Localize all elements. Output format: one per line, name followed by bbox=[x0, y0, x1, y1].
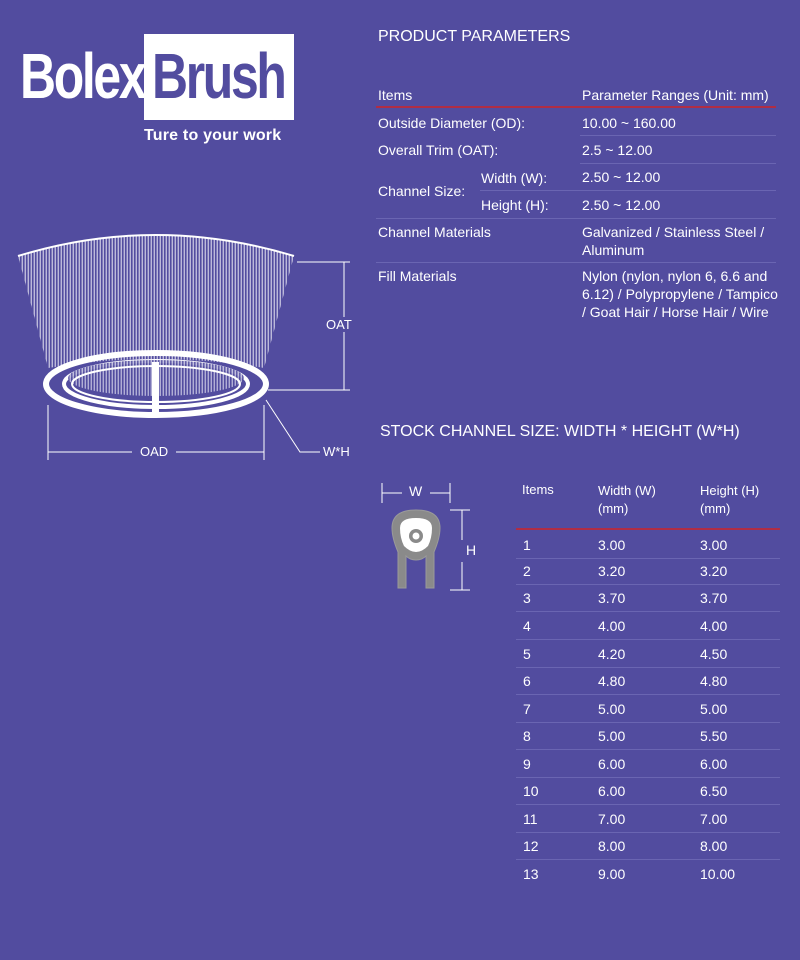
stock-row-item: 13 bbox=[523, 866, 539, 882]
stock-row-width: 8.00 bbox=[598, 838, 626, 854]
stock-row-item: 2 bbox=[523, 563, 531, 579]
stock-header-height: Height (H) (mm) bbox=[700, 483, 760, 516]
param-label-fill-materials: Fill Materials bbox=[378, 268, 457, 284]
stock-row-height: 4.80 bbox=[700, 673, 728, 689]
stock-row-divider bbox=[516, 558, 780, 559]
param-label-channel-materials: Channel Materials bbox=[378, 224, 491, 240]
param-sublabel-height: Height (H): bbox=[481, 197, 549, 213]
param-label-oat: Overall Trim (OAT): bbox=[378, 142, 499, 158]
stock-row-item: 6 bbox=[523, 673, 531, 689]
channel-seam bbox=[152, 362, 159, 414]
width-dim-label: W bbox=[409, 483, 423, 499]
param-sublabel-width: Width (W): bbox=[481, 170, 548, 186]
stock-row-divider bbox=[516, 611, 780, 612]
stock-row-width: 4.20 bbox=[598, 646, 626, 662]
channel-section-diagram bbox=[370, 476, 490, 596]
row-divider bbox=[376, 262, 776, 263]
params-title: PRODUCT PARAMETERS bbox=[378, 28, 571, 45]
wh-label: W*H bbox=[323, 444, 350, 459]
stock-row-width: 3.20 bbox=[598, 563, 626, 579]
stock-row-height: 4.50 bbox=[700, 646, 728, 662]
stock-row-height: 5.50 bbox=[700, 728, 728, 744]
param-value-od: 10.00 ~ 160.00 bbox=[582, 115, 676, 131]
stock-row-item: 5 bbox=[523, 646, 531, 662]
oat-label: OAT bbox=[322, 317, 356, 332]
stock-header-width: Width (W) (mm) bbox=[598, 483, 656, 516]
stock-row-height: 6.50 bbox=[700, 783, 728, 799]
bristle-cone bbox=[18, 235, 294, 368]
stock-row-divider bbox=[516, 804, 780, 805]
stock-row-height: 6.00 bbox=[700, 756, 728, 772]
stock-row-item: 12 bbox=[523, 838, 539, 854]
stock-header-items: Items bbox=[522, 482, 554, 497]
stock-row-width: 7.00 bbox=[598, 811, 626, 827]
brand-logo bbox=[18, 34, 298, 154]
stock-row-item: 3 bbox=[523, 590, 531, 606]
params-header-items: Items bbox=[378, 87, 413, 103]
stock-row-height: 10.00 bbox=[700, 866, 736, 882]
row-divider bbox=[580, 135, 776, 136]
stock-row-divider bbox=[516, 832, 780, 833]
stock-row-width: 9.00 bbox=[598, 866, 626, 882]
stock-row-divider bbox=[516, 749, 780, 750]
stock-row-width: 4.80 bbox=[598, 673, 626, 689]
param-value-width: 2.50 ~ 12.00 bbox=[582, 169, 661, 185]
row-divider bbox=[376, 218, 776, 219]
wh-leader-line bbox=[266, 400, 320, 452]
row-divider bbox=[580, 163, 776, 164]
param-label-od: Outside Diameter (OD): bbox=[378, 115, 526, 131]
param-value-height: 2.50 ~ 12.00 bbox=[582, 197, 661, 213]
stock-row-height: 7.00 bbox=[700, 811, 728, 827]
stock-row-height: 5.00 bbox=[700, 701, 728, 717]
stock-row-height: 8.00 bbox=[700, 838, 728, 854]
stock-row-divider bbox=[516, 859, 780, 860]
stock-row-item: 11 bbox=[523, 811, 538, 827]
stock-row-item: 4 bbox=[523, 618, 531, 634]
stock-row-item: 8 bbox=[523, 728, 531, 744]
stock-row-item: 9 bbox=[523, 756, 531, 772]
param-label-channel-size: Channel Size: bbox=[378, 183, 466, 199]
stock-row-item: 7 bbox=[523, 701, 531, 717]
stock-row-divider bbox=[516, 722, 780, 723]
strip-brush-diagram bbox=[0, 200, 370, 470]
stock-row-width: 5.00 bbox=[598, 701, 626, 717]
stock-row-width: 6.00 bbox=[598, 756, 626, 772]
params-header-ranges: Parameter Ranges (Unit: mm) bbox=[582, 87, 769, 103]
logo-tagline: Ture to your work bbox=[144, 127, 282, 144]
stock-row-height: 3.20 bbox=[700, 563, 728, 579]
stock-row-width: 6.00 bbox=[598, 783, 626, 799]
stock-row-divider bbox=[516, 777, 780, 778]
stock-row-width: 5.00 bbox=[598, 728, 626, 744]
stock-row-divider bbox=[516, 667, 780, 668]
row-divider bbox=[480, 190, 776, 191]
stock-row-width: 3.00 bbox=[598, 537, 626, 553]
logo-word-bolex: Bolex bbox=[20, 40, 145, 112]
oad-label: OAD bbox=[140, 444, 169, 459]
stock-row-item: 1 bbox=[523, 537, 531, 553]
stock-row-width: 4.00 bbox=[598, 618, 626, 634]
stock-row-height: 4.00 bbox=[700, 618, 728, 634]
logo-word-brush: Brush bbox=[152, 40, 285, 112]
param-value-channel-materials: Galvanized / Stainless Steel / Aluminum bbox=[582, 224, 765, 258]
param-value-fill-materials: Nylon (nylon, nylon 6, 6.6 and 6.12) / Polypropylene / Tampico / Goat Hair / Horse Hair / Wire bbox=[582, 268, 778, 320]
stock-row-height: 3.00 bbox=[700, 537, 728, 553]
stock-title: STOCK CHANNEL SIZE: WIDTH * HEIGHT (W*H) bbox=[380, 423, 740, 440]
stock-row-width: 3.70 bbox=[598, 590, 626, 606]
height-dim-label: H bbox=[466, 542, 477, 558]
stock-row-divider bbox=[516, 694, 780, 695]
params-header-rule bbox=[376, 106, 776, 108]
stock-row-item: 10 bbox=[523, 783, 539, 799]
stock-row-divider bbox=[516, 639, 780, 640]
stock-header-rule bbox=[516, 528, 780, 530]
stock-row-divider bbox=[516, 584, 780, 585]
param-value-oat: 2.5 ~ 12.00 bbox=[582, 142, 653, 158]
stock-row-height: 3.70 bbox=[700, 590, 728, 606]
